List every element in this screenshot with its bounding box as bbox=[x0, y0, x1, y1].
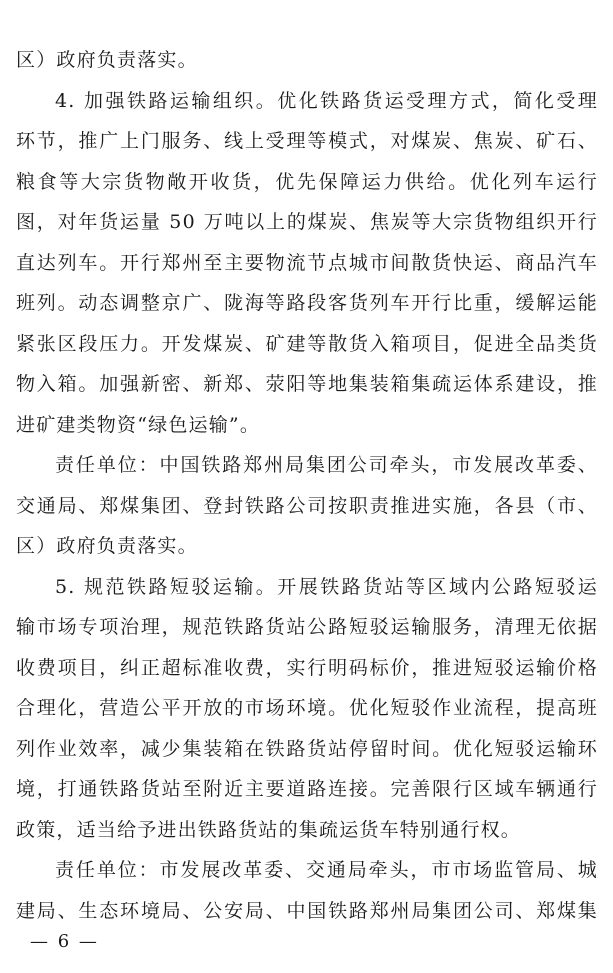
text-line: 区）政府负责落实。 bbox=[16, 49, 198, 71]
text-line: 列作业效率，减少集装箱在铁路货站停留时间。优化短驳运输环 bbox=[16, 738, 598, 760]
text-line: 直达列车。开行郑州至主要物流节点城市间散货快运、商品汽车 bbox=[16, 252, 598, 274]
text-line: 紧张区段压力。开发煤炭、矿建等散货入箱项目，促进全品类货 bbox=[16, 333, 598, 355]
page-number: — 6 — bbox=[30, 931, 99, 952]
text-line: 输市场专项治理，规范铁路货站公路短驳运输服务，清理无依据 bbox=[16, 616, 598, 638]
text-line: 合理化，营造公平开放的市场环境。优化短驳作业流程，提高班 bbox=[16, 697, 598, 719]
text-line: 图，对年货运量 50 万吨以上的煤炭、焦炭等大宗货物组织开行 bbox=[16, 211, 598, 233]
text-line: 境，打通铁路货站至附近主要道路连接。完善限行区域车辆通行 bbox=[16, 778, 598, 800]
section-heading-line: 5. 规范铁路短驳运输。开展铁路货站等区域内公路短驳运 bbox=[55, 576, 598, 598]
text-line: 班列。动态调整京广、陇海等路段客货列车开行比重，缓解运能 bbox=[16, 292, 598, 314]
text-line: 环节，推广上门服务、线上受理等模式，对煤炭、焦炭、矿石、 bbox=[16, 130, 598, 152]
text-line: 物入箱。加强新密、新郑、荥阳等地集装箱集疏运体系建设，推 bbox=[16, 373, 598, 395]
text-line: 粮食等大宗货物敞开收货，优先保障运力供给。优化列车运行 bbox=[16, 171, 598, 193]
text-line: 区）政府负责落实。 bbox=[16, 535, 198, 557]
text-line: 建局、生态环境局、公安局、中国铁路郑州局集团公司、郑煤集 bbox=[16, 900, 598, 922]
responsibility-line: 责任单位：市发展改革委、交通局牵头，市市场监管局、城 bbox=[55, 859, 598, 881]
text-line: 进矿建类物资“绿色运输”。 bbox=[16, 414, 261, 436]
text-line: 收费项目，纠正超标准收费，实行明码标价，推进短驳运输价格 bbox=[16, 657, 598, 679]
text-line: 政策，适当给予进出铁路货站的集疏运货车特别通行权。 bbox=[16, 819, 522, 841]
section-heading-line: 4. 加强铁路运输组织。优化铁路货运受理方式，简化受理 bbox=[55, 90, 598, 112]
responsibility-line: 责任单位：中国铁路郑州局集团公司牵头，市发展改革委、 bbox=[55, 454, 598, 476]
text-line: 交通局、郑煤集团、登封铁路公司按职责推进实施，各县（市、 bbox=[16, 495, 598, 517]
